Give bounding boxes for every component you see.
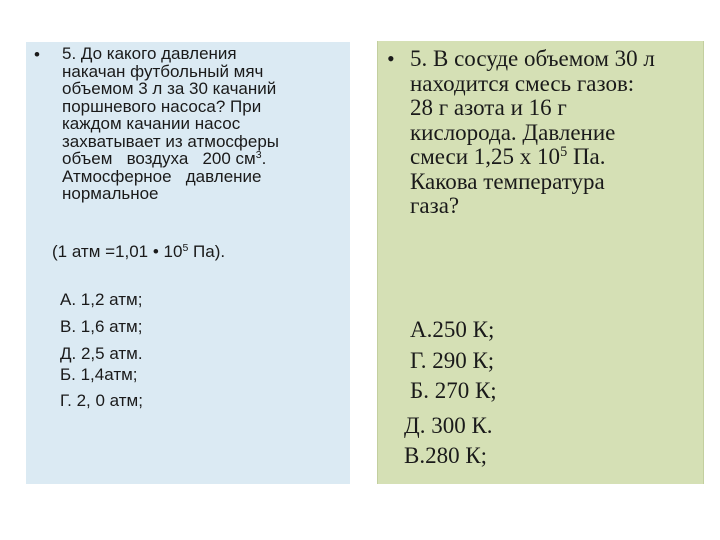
left-note xyxy=(52,242,225,262)
right-option: Б. 270 К; xyxy=(410,378,497,403)
left-option: Д. 2,5 атм. xyxy=(60,344,143,363)
right-question-line: кислорода. Давление xyxy=(410,120,616,145)
volume-superscript: 3 xyxy=(255,149,262,162)
left-question-line: каждом качании насос xyxy=(62,114,241,133)
right-question-line: 5. В сосуде объемом 30 л xyxy=(410,46,655,71)
left-option: Г. 2, 0 атм; xyxy=(60,391,143,410)
note-prefix: (1 атм =1,01 • 10 xyxy=(52,242,183,261)
pressure-superscript: 5 xyxy=(560,144,568,161)
right-question-line xyxy=(410,145,606,170)
right-question-line: газа? xyxy=(410,193,460,218)
left-option: Б. 1,4атм; xyxy=(60,365,138,384)
note-superscript: 5 xyxy=(182,242,189,255)
volume-tail: . xyxy=(261,149,267,168)
left-question-line: Атмосферное давление xyxy=(62,167,262,186)
right-option: Д. 300 К. xyxy=(404,413,493,438)
left-slide-panel xyxy=(26,42,350,484)
right-option: В.280 К; xyxy=(404,443,488,468)
right-slide-panel xyxy=(377,41,704,484)
left-option: А. 1,2 атм; xyxy=(60,290,143,309)
pressure-text: смеси 1,25 х 10 xyxy=(410,144,561,169)
left-question-line: накачан футбольный мяч xyxy=(62,62,264,81)
left-bullet-icon: • xyxy=(34,45,40,64)
left-option: В. 1,6 атм; xyxy=(60,317,143,336)
right-option: Г. 290 К; xyxy=(410,348,495,373)
left-question-line: 5. До какого давления xyxy=(62,44,237,63)
left-question-line: нормальное xyxy=(62,184,159,203)
left-question-line xyxy=(62,150,266,168)
note-suffix: Па). xyxy=(188,242,226,261)
pressure-tail: Па. xyxy=(567,144,606,169)
right-question-line: Какова температура xyxy=(410,169,605,194)
volume-text: объем воздуха 200 см xyxy=(62,149,256,168)
right-option: А.250 К; xyxy=(410,317,495,342)
right-bullet-icon: • xyxy=(387,46,395,71)
left-question-line: объемом 3 л за 30 качаний xyxy=(62,79,277,98)
right-question-line: находится смесь газов: xyxy=(410,71,635,96)
right-question-line: 28 г азота и 16 г xyxy=(410,95,567,120)
left-question-line: поршневого насоса? При xyxy=(62,97,262,116)
left-question-line: захватывает из атмосферы xyxy=(62,132,280,151)
